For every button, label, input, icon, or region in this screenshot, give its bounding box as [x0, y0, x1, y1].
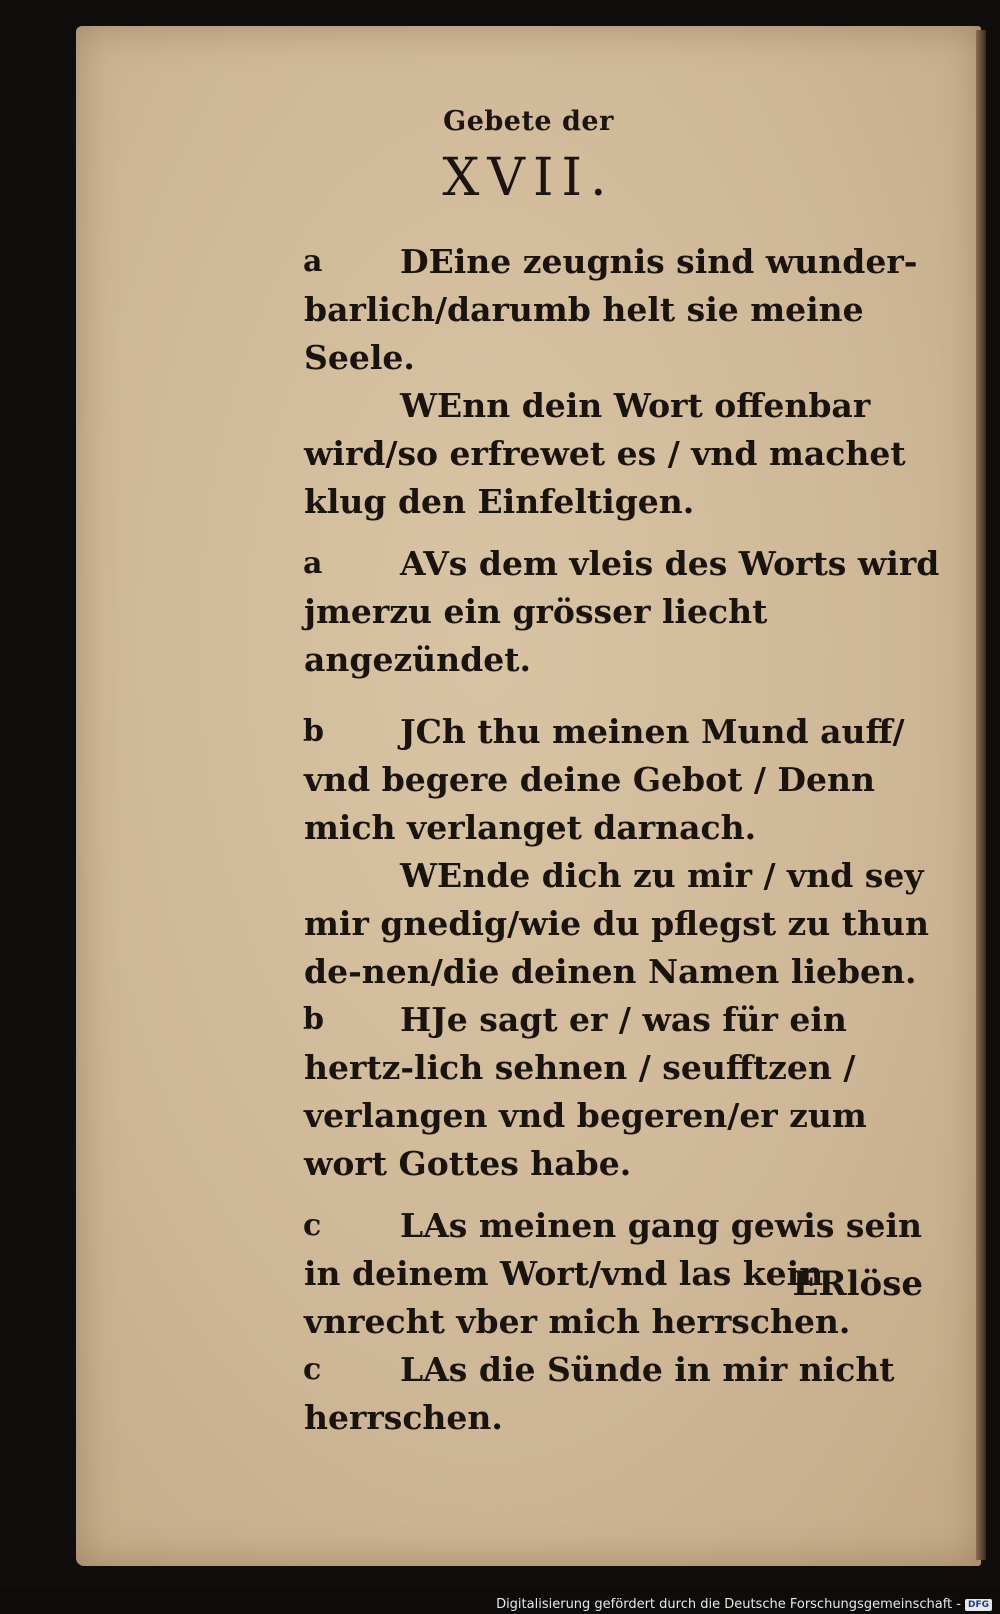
book-page	[76, 26, 981, 1566]
paragraph-text: WEnn dein Wort offenbar wird/so erfrewet es / vnd machet klug den Einfeltigen.	[304, 386, 906, 521]
verse-marker: b	[303, 714, 324, 749]
credit-text: Digitalisierung gefördert durch die Deutsche Forschungsgemeinschaft -	[496, 1597, 961, 1612]
catchword: ERlöse	[792, 1264, 923, 1304]
verse-marker: c	[303, 1208, 322, 1243]
verse-marker: a	[303, 546, 323, 581]
paragraph	[304, 382, 940, 526]
running-head: Gebete der	[443, 106, 614, 137]
gloss-paragraph	[304, 996, 940, 1188]
paragraph-text: LAs die Sünde in mir nicht herrschen.	[304, 1350, 895, 1437]
paragraph-text: JCh thu meinen Mund auff/ vnd begere deine Gebot / Denn mich verlanget darnach.	[304, 712, 905, 847]
verse-marker: b	[303, 1002, 324, 1037]
gloss-paragraph	[304, 1346, 940, 1442]
paragraph-text: HJe sagt er / was für ein hertz-lich sehnen / seufftzen / verlangen vnd begeren/er zum wort Gottes habe.	[304, 1000, 867, 1183]
paragraph-text: LAs meinen gang gewis sein in deinem Wort/vnd las kein vnrecht vber mich herrschen.	[304, 1206, 922, 1341]
paragraph-text: WEnde dich zu mir / vnd sey mir gnedig/wie du pflegst zu thun de-nen/die deinen Namen lieben.	[304, 856, 930, 991]
paragraph	[304, 708, 940, 852]
paragraph	[304, 238, 940, 382]
paragraph	[304, 852, 940, 996]
verse-marker: a	[303, 244, 323, 279]
chapter-number: XVII.	[442, 148, 615, 208]
page-text	[304, 238, 940, 1442]
verse-marker: c	[303, 1352, 322, 1387]
page-edge	[976, 30, 986, 1560]
gloss-paragraph	[304, 540, 940, 684]
paragraph-text: DEine zeugnis sind wunder-barlich/darumb helt sie meine Seele.	[304, 242, 918, 377]
paragraph-text: AVs dem vleis des Worts wird jmerzu ein grösser liecht angezündet.	[304, 544, 940, 679]
digitization-credit	[496, 1597, 992, 1612]
dfg-logo-icon: DFG	[965, 1599, 992, 1611]
